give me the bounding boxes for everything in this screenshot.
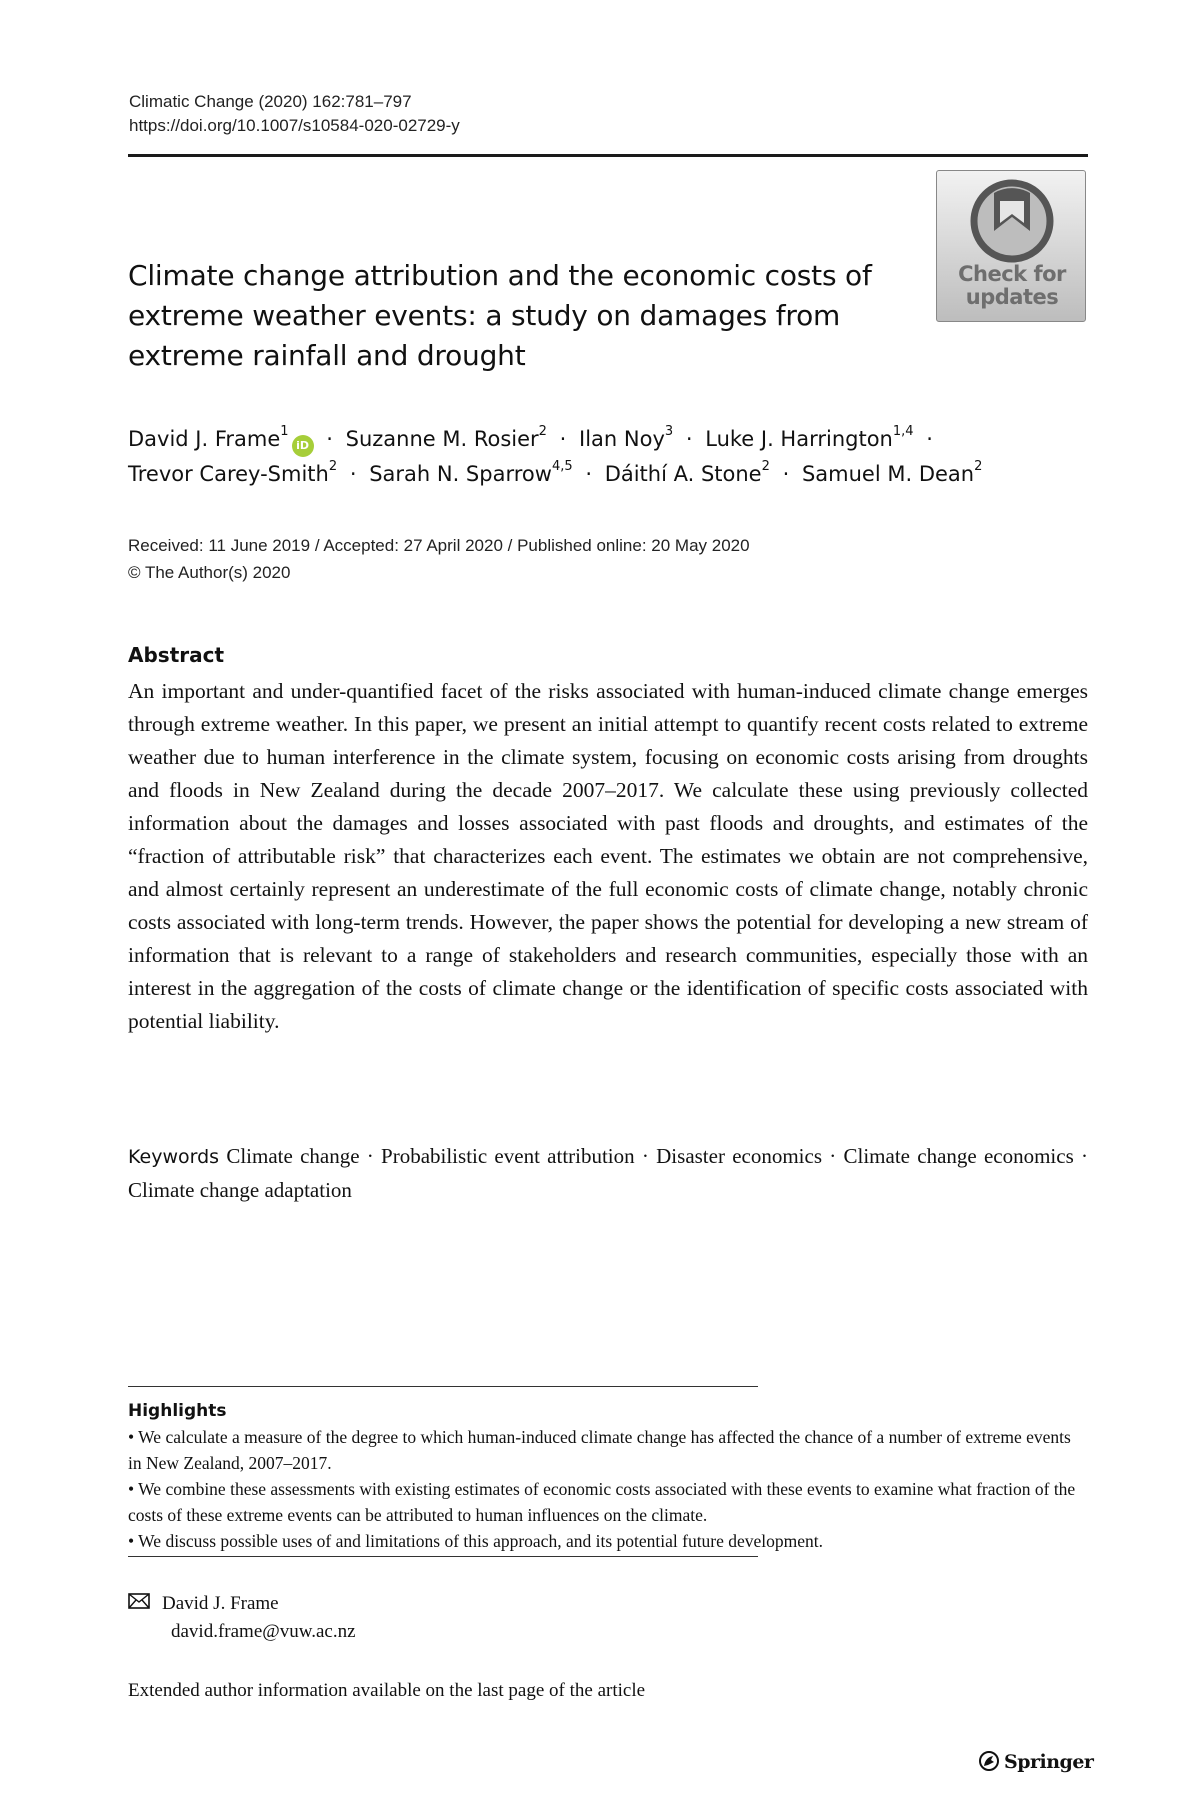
author-separator: · xyxy=(559,427,567,451)
author-name: Samuel M. Dean xyxy=(801,462,975,486)
highlights-block xyxy=(128,1398,1088,1554)
author-line-2 xyxy=(128,457,1088,491)
author-separator: · xyxy=(782,462,790,486)
highlight-item: • We discuss possible uses of and limitations of this approach, and its potential future development. xyxy=(128,1531,824,1551)
author-name: David J. Frame xyxy=(128,427,281,451)
footnote-rule xyxy=(128,1386,758,1387)
keywords-block xyxy=(128,1140,1088,1207)
check-for-updates-text: Check for updates xyxy=(958,262,1066,309)
author-name: Suzanne M. Rosier xyxy=(345,427,539,451)
footnote-rule-bottom xyxy=(128,1556,758,1557)
springer-logo xyxy=(978,1750,1093,1773)
date-line: Received: 11 June 2019 / Accepted: 27 April 2020 / Published online: 20 May 2020 xyxy=(128,536,750,555)
extended-author-info: Extended author information available on the last page of the article xyxy=(128,1680,646,1701)
author-affiliation: 1 xyxy=(280,424,289,439)
author-separator: · xyxy=(685,427,693,451)
journal-header xyxy=(129,90,460,138)
correspondence-name: David J. Frame xyxy=(162,1593,279,1614)
check-for-updates-badge[interactable] xyxy=(936,170,1086,322)
author-separator: · xyxy=(326,427,333,451)
author-name: Luke J. Harrington xyxy=(705,427,893,451)
author-separator: · xyxy=(585,462,592,486)
envelope-icon xyxy=(128,1590,162,1618)
correspondence-block xyxy=(128,1590,356,1646)
author-affiliation: 3 xyxy=(664,424,674,439)
author-name: Sarah N. Sparrow xyxy=(369,462,552,486)
author-affiliation: 1,4 xyxy=(892,424,914,439)
author-affiliation: 2 xyxy=(538,424,547,439)
author-affiliation: 2 xyxy=(761,459,770,474)
journal-citation: Climatic Change (2020) 162:781–797 xyxy=(129,92,412,111)
abstract-heading: Abstract xyxy=(128,643,225,667)
doi-link[interactable]: https://doi.org/10.1007/s10584-020-02729-y xyxy=(129,116,460,135)
highlight-item: • We combine these assessments with existing estimates of economic costs associated with these events to examine what fraction of the costs of these extreme events can be attributed to human influences on the climate. xyxy=(128,1479,1076,1525)
abstract-text: An important and under-quantified facet of the risks associated with human-induced climate change emerges through extreme weather. In this paper, we present an initial attempt to quantify recent costs related to extreme weather due to human interference in the climate system, focusing on economic costs arising from droughts and floods in New Zealand during the decade 2007–2017. We calculate these using previously collected information about the damages and losses associated with past floods and droughts, and estimates of the “fraction of attributable risk” that characterizes each event. The estimates we obtain are not comprehensive, and almost certainly represent an underestimate of the full economic costs of climate change, notably chronic costs associated with long-term trends. However, the paper shows the potential for developing a new stream of information that is relevant to a range of stakeholders and research communities, especially those with an interest in the aggregation of the costs of climate change or the identification of specific costs associated with potential liability. xyxy=(128,679,1088,1033)
keywords-label: Keywords xyxy=(128,1146,220,1168)
springer-horse-icon xyxy=(978,1750,1000,1772)
publication-dates xyxy=(128,532,750,586)
author-name: Trevor Carey-Smith xyxy=(128,462,329,486)
author-separator: · xyxy=(926,427,933,451)
keywords-text: Climate change · Probabilistic event attribution · Disaster economics · Climate change economics · Climate change adaptation xyxy=(128,1144,1089,1202)
highlight-item: • We calculate a measure of the degree to which human-induced climate change has affected the chance of a number of extreme events in New Zealand, 2007–2017. xyxy=(128,1427,1071,1473)
author-name: Ilan Noy xyxy=(579,427,665,451)
copyright-line: © The Author(s) 2020 xyxy=(128,563,291,582)
author-affiliation: 2 xyxy=(974,459,983,474)
author-line-1 xyxy=(128,422,1088,457)
author-list xyxy=(128,422,1088,491)
author-affiliation: 4,5 xyxy=(551,459,573,474)
header-rule xyxy=(128,154,1088,157)
author-affiliation: 2 xyxy=(328,459,338,474)
springer-wordmark: Springer xyxy=(1004,1751,1094,1773)
correspondence-email[interactable]: david.frame@vuw.ac.nz xyxy=(171,1621,356,1642)
paper-title: Climate change attribution and the economic costs of extreme weather events: a study on damages from extreme rainfall and drought xyxy=(128,259,872,372)
crossmark-icon xyxy=(966,179,1058,263)
orcid-icon[interactable]: iD xyxy=(292,435,314,457)
author-name: Dáithí A. Stone xyxy=(604,462,762,486)
highlights-heading: Highlights xyxy=(128,1401,227,1421)
author-separator: · xyxy=(349,462,357,486)
